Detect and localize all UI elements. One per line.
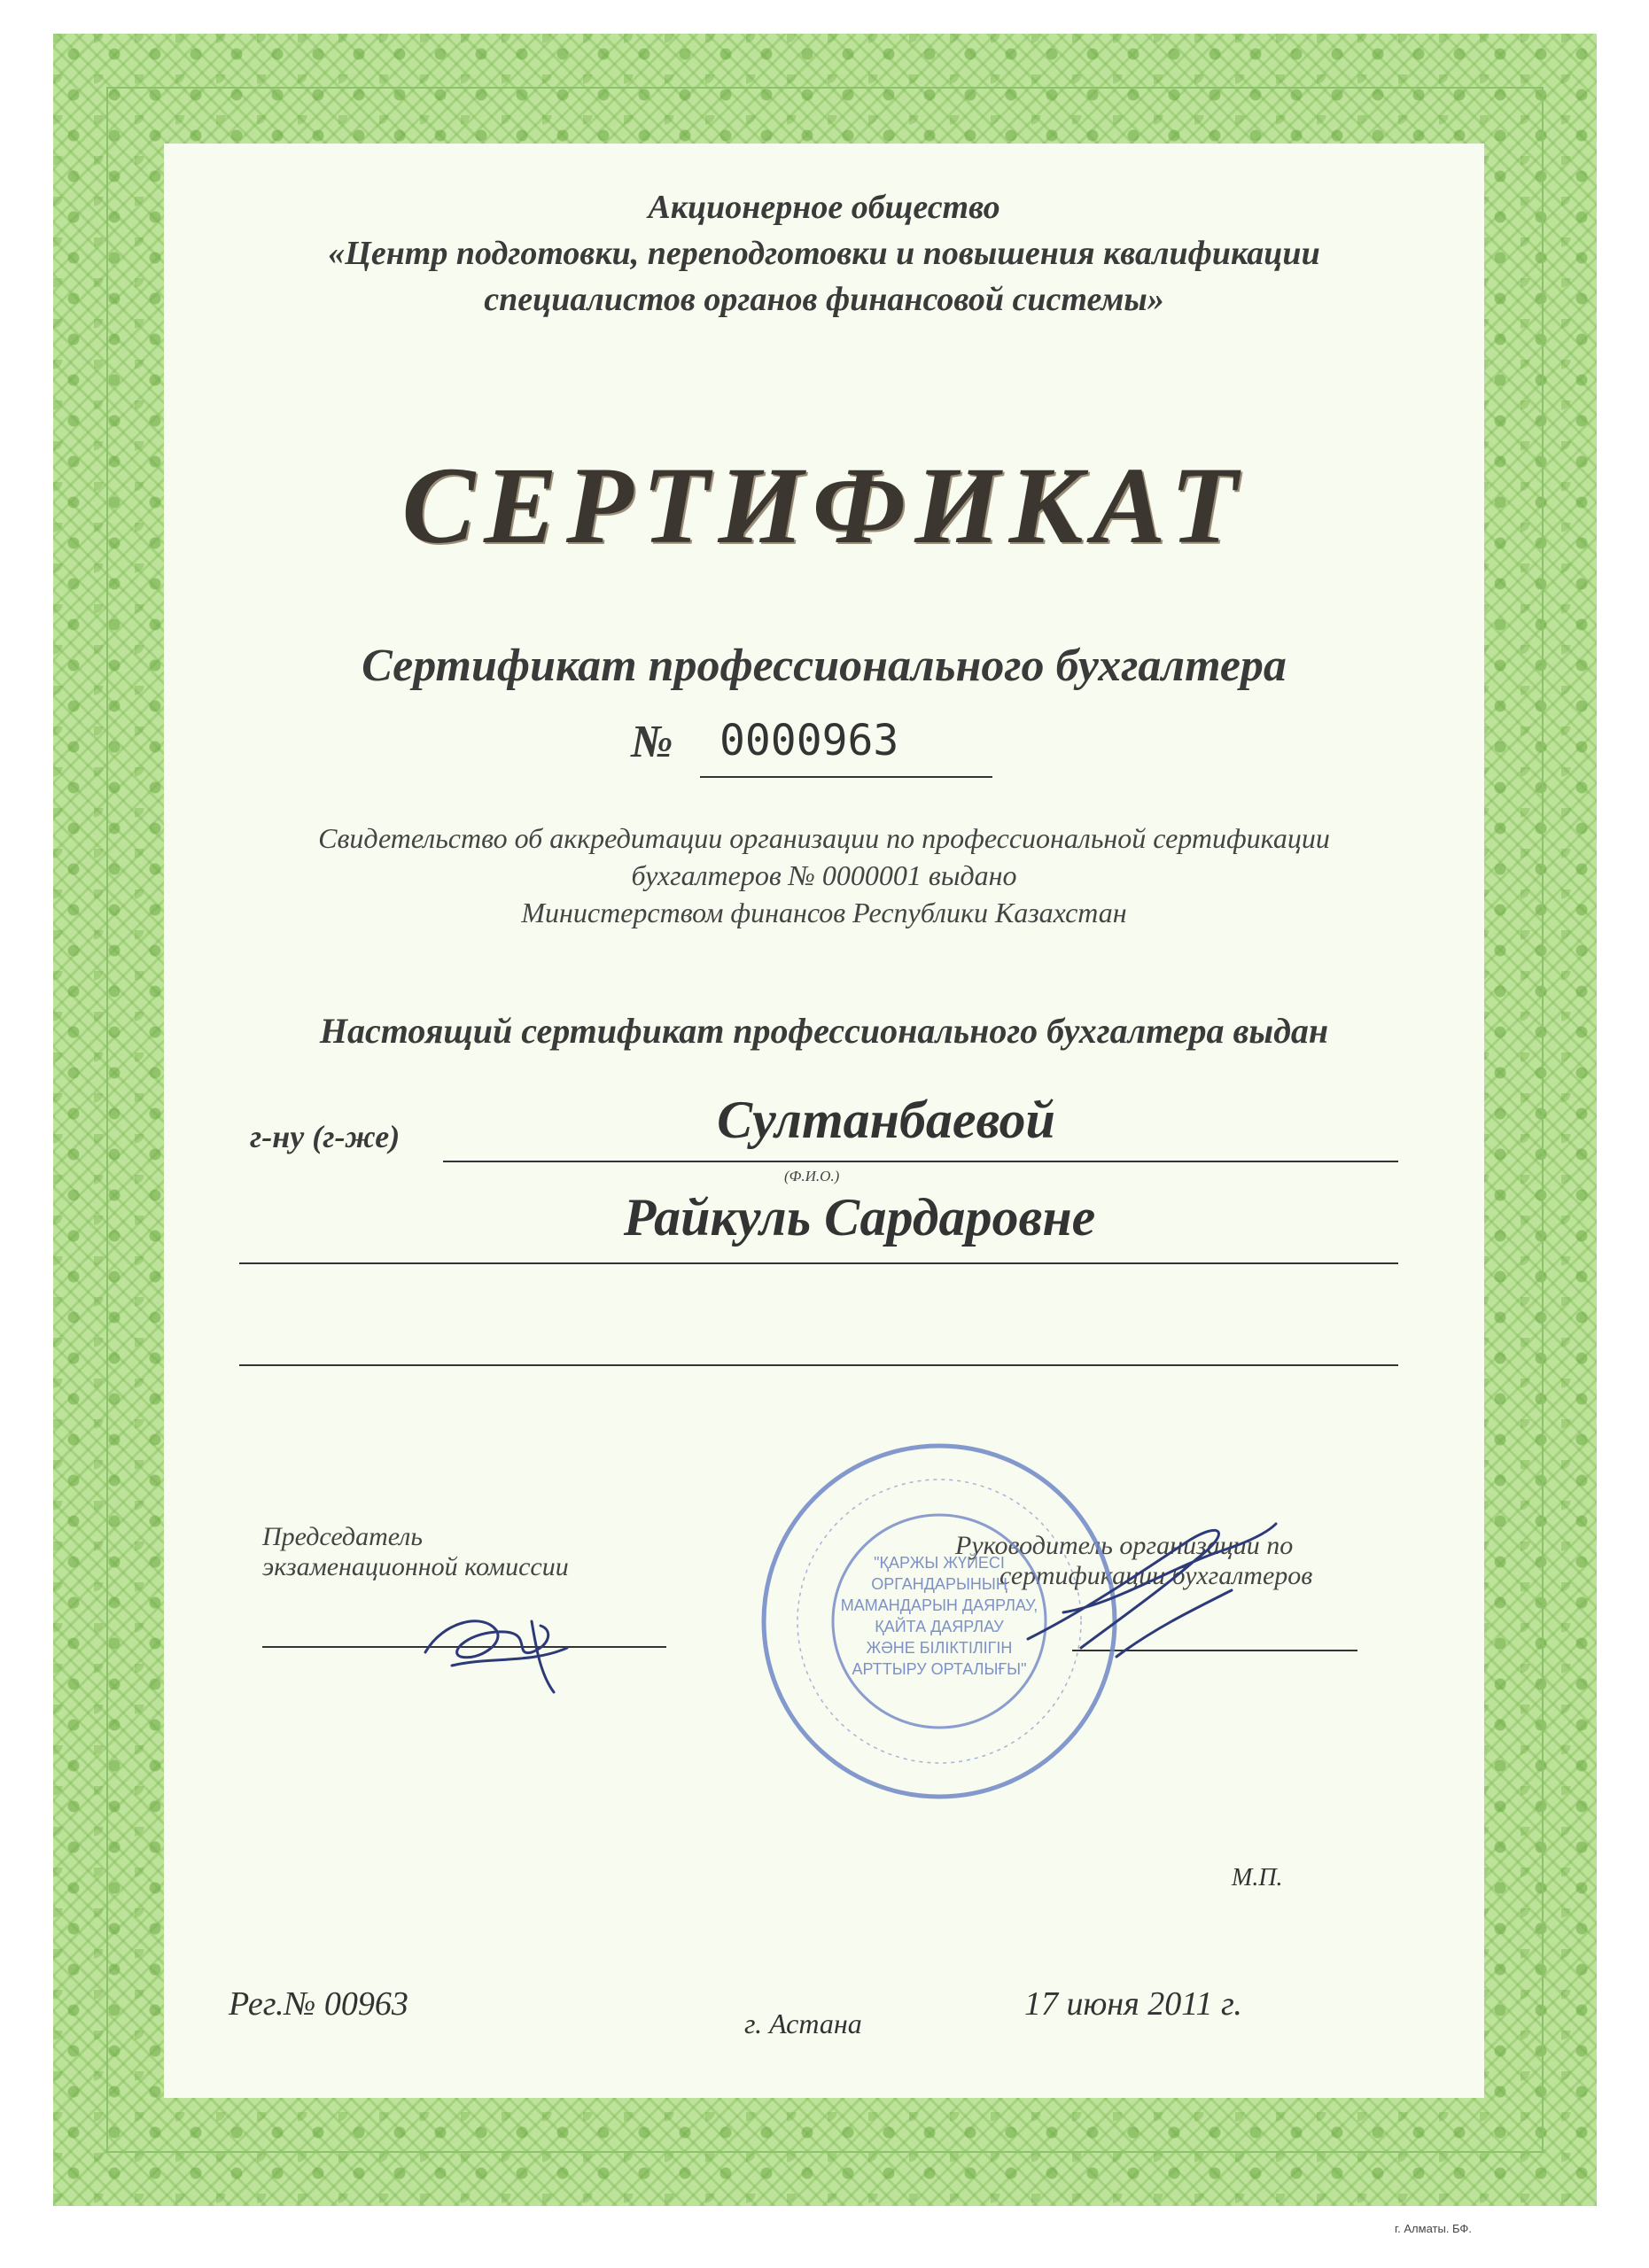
seal-text-line: ОРГАНДАРЫНЫҢ [871, 1575, 1007, 1593]
seal-text-line: "ҚАРЖЫ ЖҮЙЕСІ [874, 1554, 1005, 1572]
issued-statement: Настоящий сертификат профессионального бухгалтера выдан [319, 1011, 1329, 1051]
city: г. Астана [744, 2008, 862, 2039]
recipient-surname: Султанбаевой [717, 1091, 1055, 1149]
accreditation-line-1: Свидетельство об аккредитации организации по профессиональной сертификации [318, 822, 1330, 854]
head-label-2: сертификации бухгалтеров [1000, 1561, 1313, 1590]
org-line-2: «Центр подготовки, переподготовки и повышения квалификации [328, 235, 1320, 272]
stamp-place-mark: М.П. [1232, 1864, 1283, 1891]
certificate-subtitle: Сертификат профессионального бухгалтера [362, 641, 1287, 691]
blank-underline [239, 1364, 1398, 1366]
chair-label-2: экзаменационной комиссии [262, 1552, 569, 1581]
chair-label-1: Председатель [262, 1522, 424, 1551]
recipient-given-names: Райкуль Сардаровне [623, 1188, 1096, 1247]
number-sign: № [631, 717, 673, 767]
seal-text-line: АРТТЫРУ ОРТАЛЫҒЫ" [852, 1660, 1027, 1678]
registration-number: Рег.№ 00963 [229, 1985, 408, 2023]
issue-date: 17 июня 2011 г. [1024, 1985, 1242, 2023]
printer-mark: г. Алматы. БФ. [1395, 2222, 1472, 2235]
seal-text-line: ҚАЙТА ДАЯРЛАУ [875, 1618, 1004, 1635]
head-label-1: Руководитель организации по [955, 1531, 1294, 1560]
surname-underline [443, 1161, 1398, 1162]
certificate-title: СЕРТИФИКАТ [401, 445, 1247, 566]
seal-text-line: ЖӘНЕ БІЛІКТІЛІГІН [866, 1639, 1013, 1657]
certificate-number: 0000963 [700, 716, 992, 778]
org-line-1: Акционерное общество [648, 189, 1000, 226]
fio-caption: (Ф.И.О.) [784, 1168, 840, 1184]
accreditation-line-3: Министерством финансов Республики Казахстан [521, 897, 1127, 928]
seal-text-line: МАМАНДАРЫН ДАЯРЛАУ, [840, 1596, 1038, 1614]
given-names-underline [239, 1262, 1398, 1264]
head-signature [1010, 1506, 1294, 1683]
org-line-3: специалистов органов финансовой системы» [484, 281, 1164, 318]
chair-signature [399, 1568, 576, 1701]
accreditation-line-2: бухгалтеров № 0000001 выдано [631, 859, 1017, 891]
recipient-label: г-ну (г-же) [250, 1119, 401, 1154]
